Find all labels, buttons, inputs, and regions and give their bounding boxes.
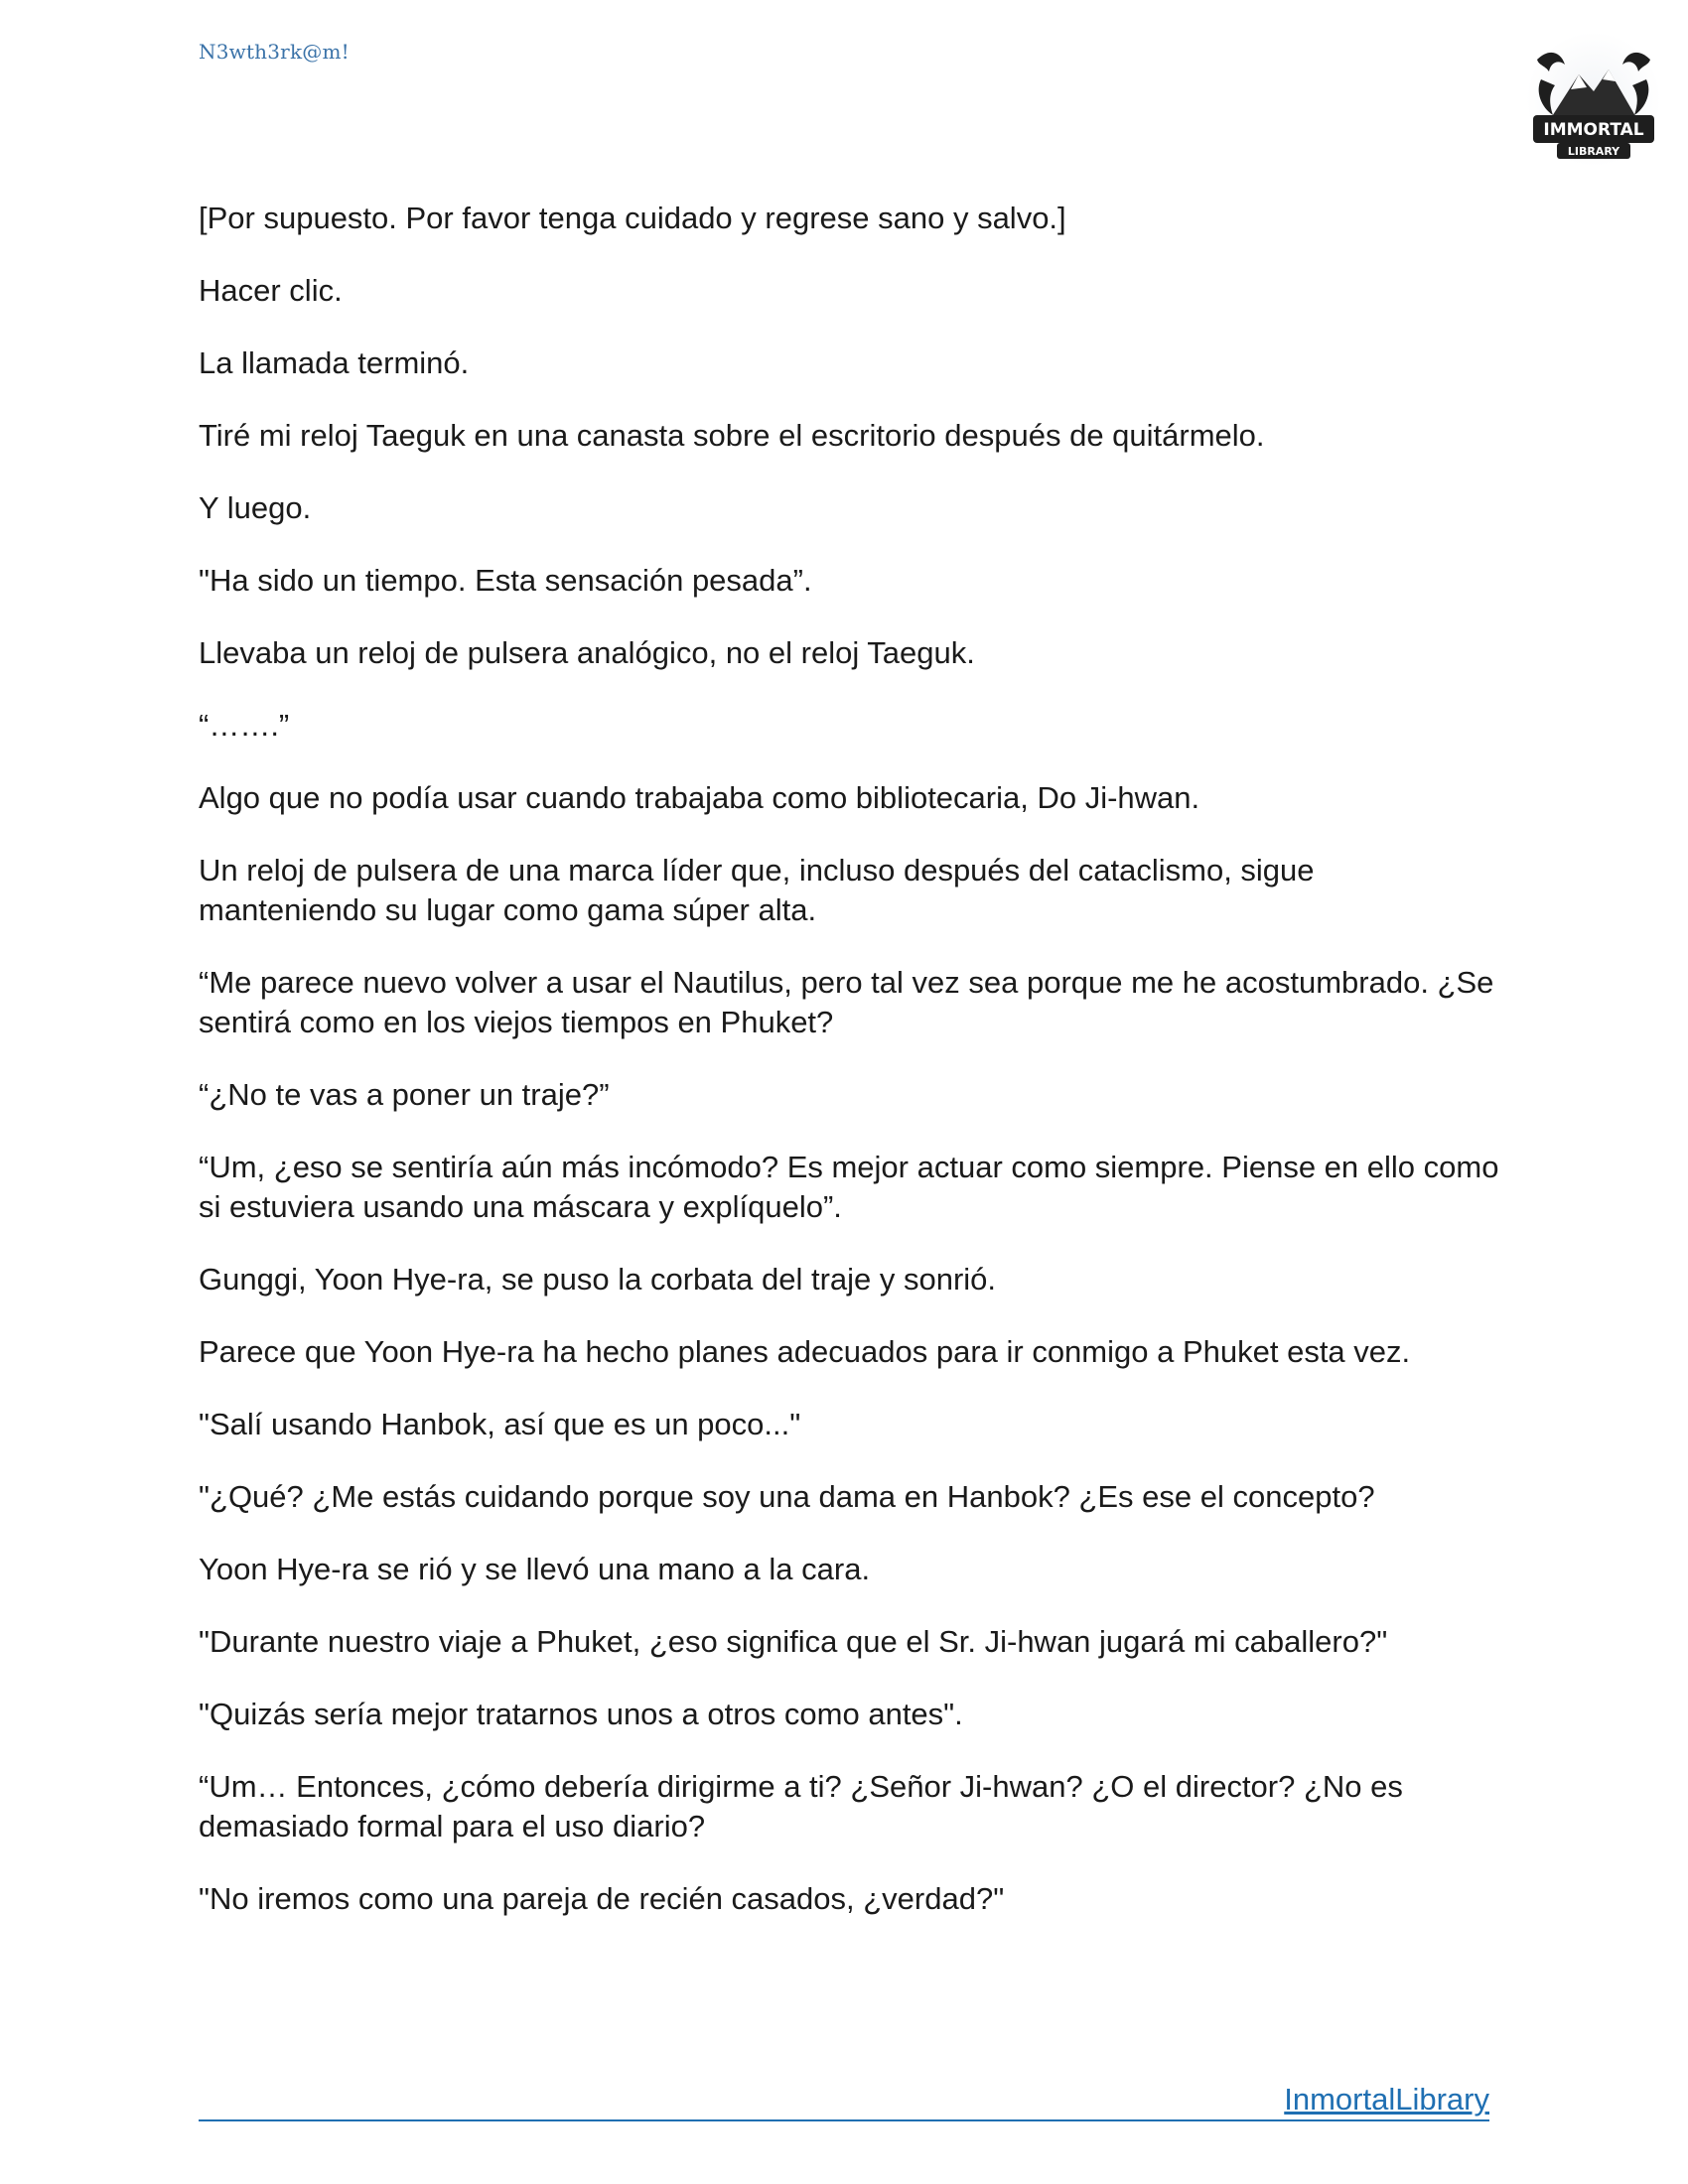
paragraph: “Me parece nuevo volver a usar el Nautilus, pero tal vez sea porque me he acostumbrado. ¿Se sentirá como en los viejos tiempos en Phuket? bbox=[199, 965, 1494, 1039]
paragraph: "¿Qué? ¿Me estás cuidando porque soy una dama en Hanbok? ¿Es ese el concepto? bbox=[199, 1479, 1375, 1514]
paragraph: Algo que no podía usar cuando trabajaba como bibliotecaria, Do Ji-hwan. bbox=[199, 780, 1200, 815]
paragraph: Yoon Hye-ra se rió y se llevó una mano a la cara. bbox=[199, 1552, 871, 1586]
paragraph: "Salí usando Hanbok, así que es un poco..." bbox=[199, 1407, 801, 1441]
paragraph: Tiré mi reloj Taeguk en una canasta sobre el escritorio después de quitármelo. bbox=[199, 418, 1265, 453]
paragraph: "No iremos como una pareja de recién casados, ¿verdad?" bbox=[199, 1881, 1005, 1916]
document-body bbox=[199, 199, 1499, 1952]
logo-text-top: IMMORTAL bbox=[1543, 120, 1644, 140]
paragraph: Un reloj de pulsera de una marca líder que, incluso después del cataclismo, sigue manteniendo su lugar como gama súper alta. bbox=[199, 853, 1315, 927]
paragraph: “…….” bbox=[199, 708, 290, 743]
logo-text-bottom: LIBRARY bbox=[1567, 145, 1620, 158]
paragraph: "Quizás sería mejor tratarnos unos a otros como antes". bbox=[199, 1697, 963, 1731]
paragraph: Y luego. bbox=[199, 490, 312, 525]
paragraph: Hacer clic. bbox=[199, 273, 343, 308]
paragraph: Gunggi, Yoon Hye-ra, se puso la corbata del traje y sonrió. bbox=[199, 1262, 997, 1297]
footer-link[interactable]: InmortalLibrary bbox=[1284, 2082, 1489, 2116]
paragraph: "Durante nuestro viaje a Phuket, ¿eso significa que el Sr. Ji-hwan jugará mi caballero?" bbox=[199, 1624, 1388, 1659]
paragraph: “Um… Entonces, ¿cómo debería dirigirme a ti? ¿Señor Ji-hwan? ¿O el director? ¿No es demasiado formal para el uso diario? bbox=[199, 1769, 1403, 1843]
header-watermark-tag: N3wth3rk@m! bbox=[199, 40, 350, 64]
paragraph: Llevaba un reloj de pulsera analógico, no el reloj Taeguk. bbox=[199, 635, 975, 670]
paragraph: “Um, ¿eso se sentiría aún más incómodo? Es mejor actuar como siempre. Piense en ello como si estuviera usando una máscara y explíquelo”. bbox=[199, 1150, 1499, 1224]
paragraph: “¿No te vas a poner un traje?” bbox=[199, 1077, 610, 1112]
paragraph: Parece que Yoon Hye-ra ha hecho planes adecuados para ir conmigo a Phuket esta vez. bbox=[199, 1334, 1411, 1369]
immortal-library-logo bbox=[1519, 30, 1668, 169]
paragraph: "Ha sido un tiempo. Esta sensación pesada”. bbox=[199, 563, 812, 598]
paragraph: La llamada terminó. bbox=[199, 345, 470, 380]
paragraph: [Por supuesto. Por favor tenga cuidado y regrese sano y salvo.] bbox=[199, 201, 1066, 235]
footer-rule bbox=[199, 2080, 1489, 2121]
